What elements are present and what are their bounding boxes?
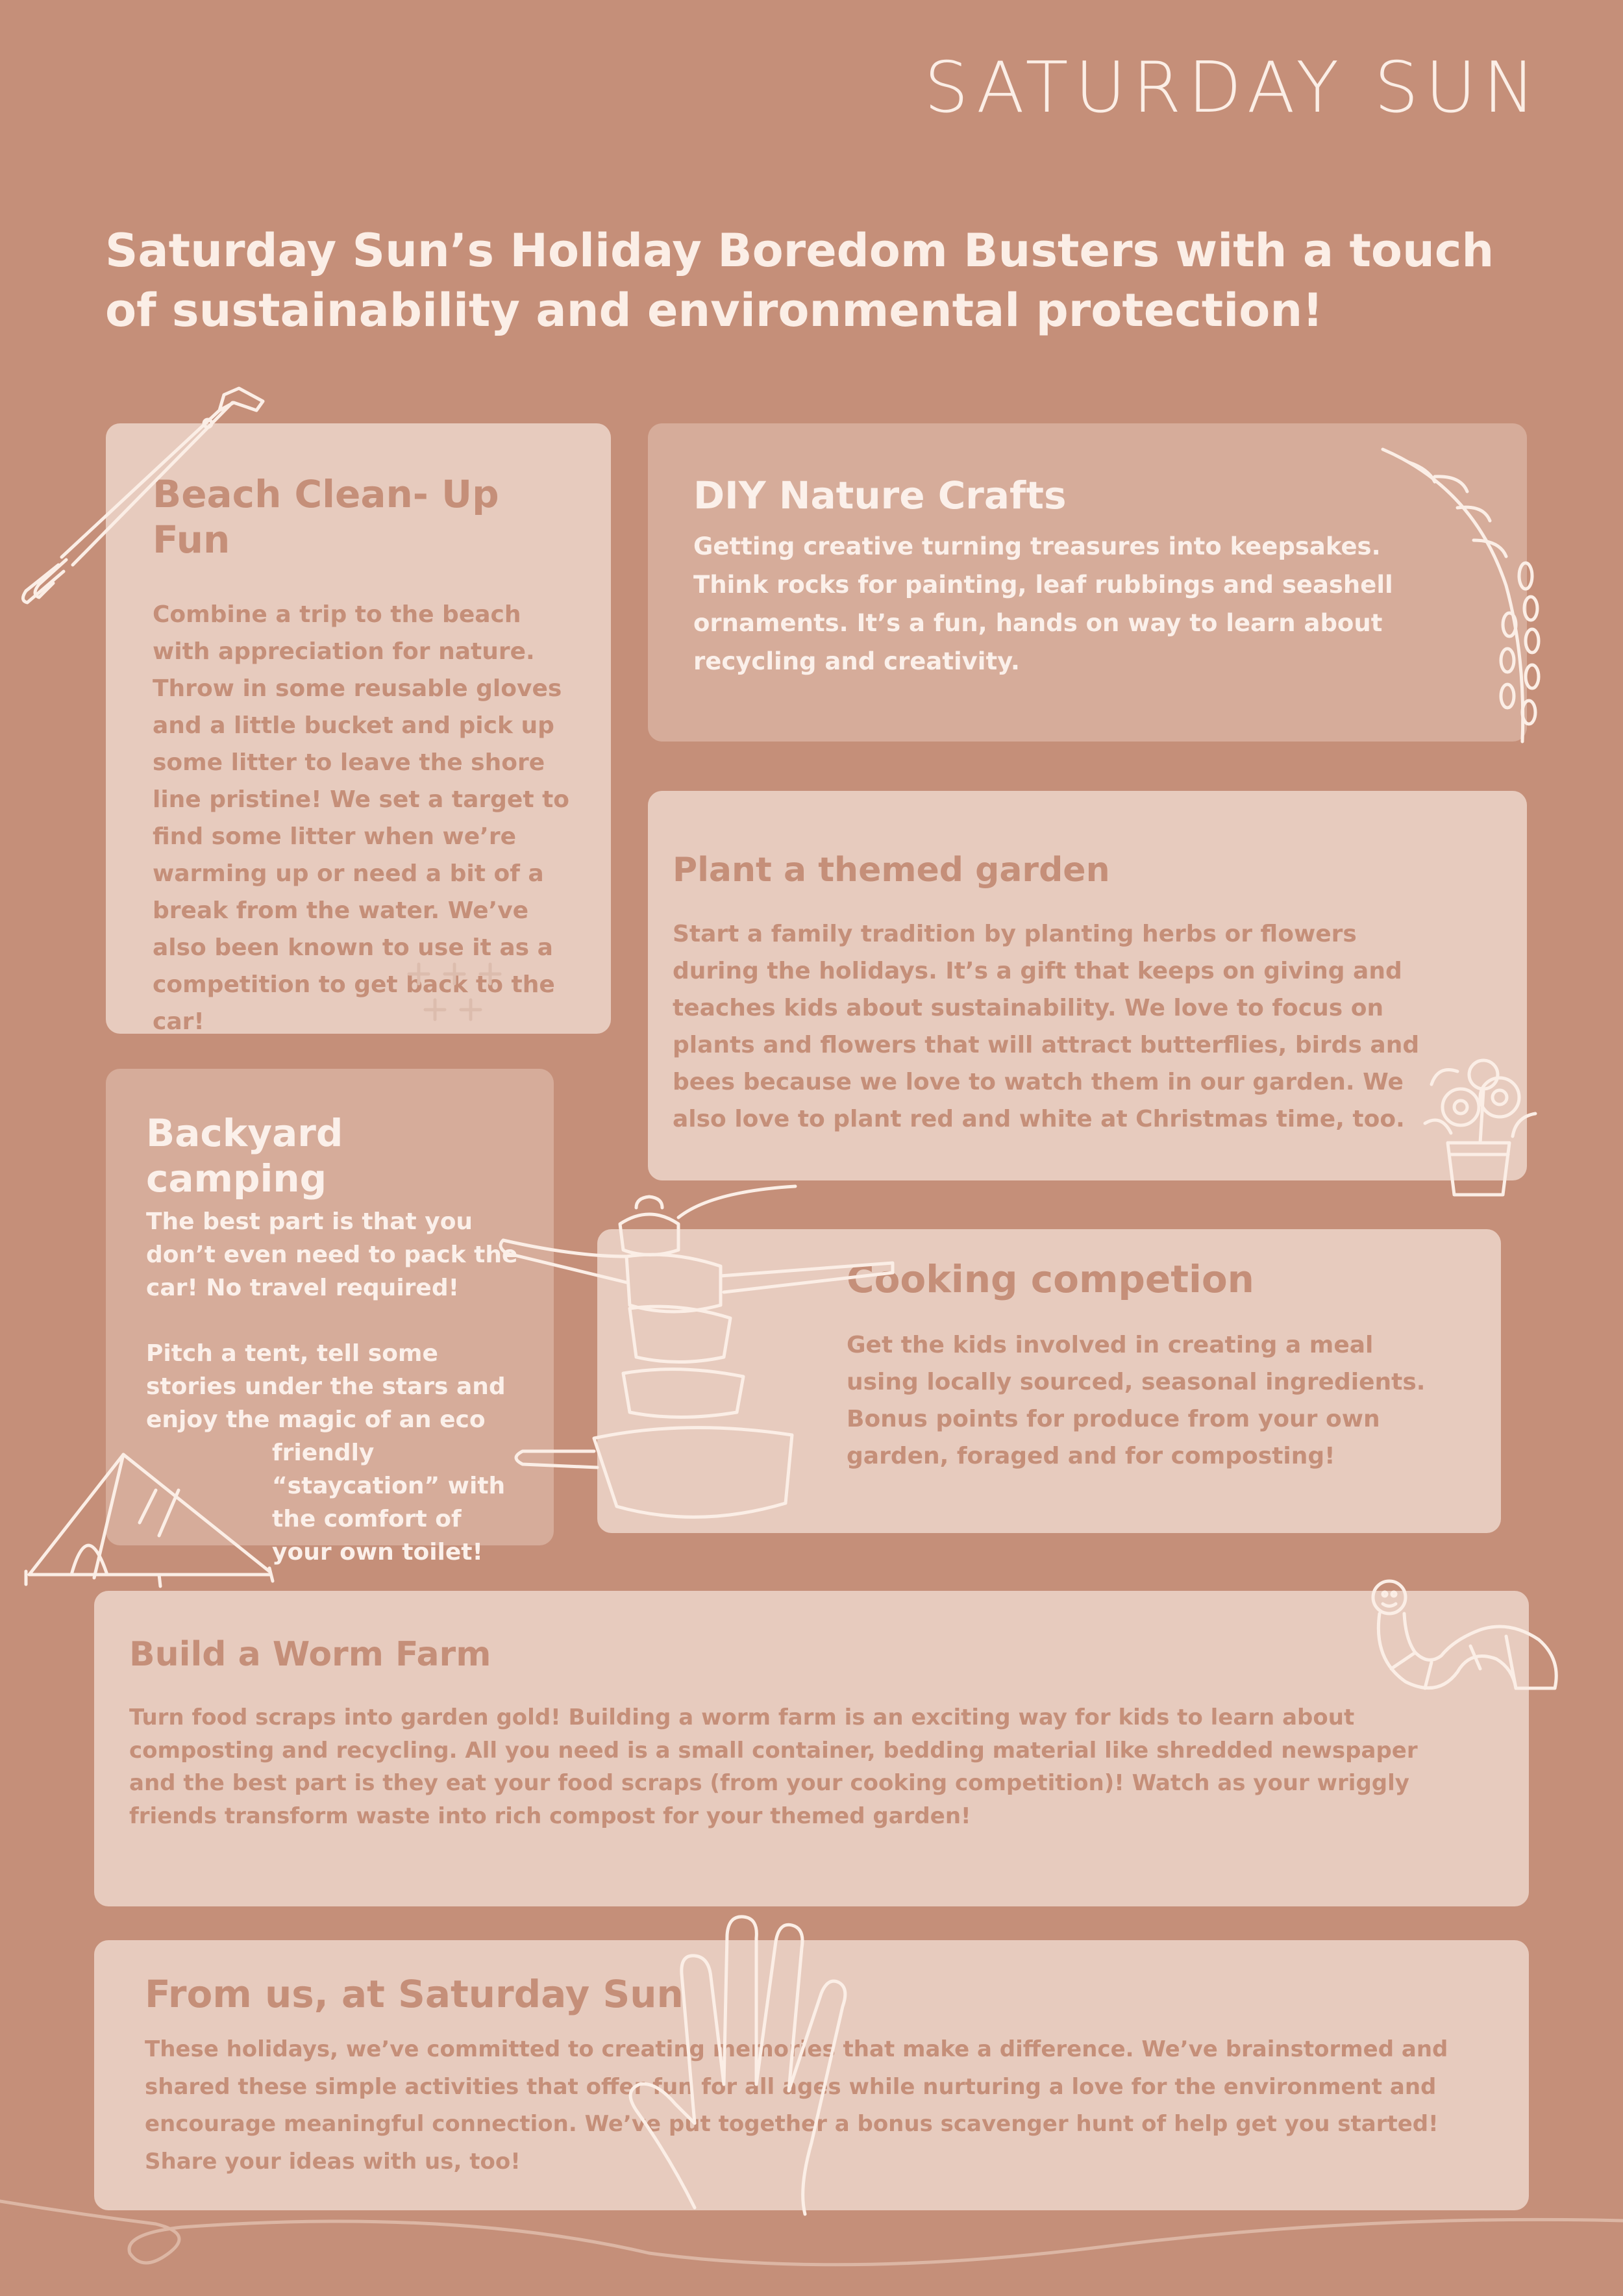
card-title: Cooking competion: [847, 1257, 1254, 1301]
card-title: Beach Clean- Up Fun: [153, 472, 499, 562]
card-body: Start a family tradition by planting herbs or flowers during the holidays. It’s a gift that keeps on giving and teaches kids about sustainability. We love to focus on plants and flowers that will attract butterflies, birds and bees because we love to watch them in our garden. We also love to plant red and white at Christmas time, too.: [673, 921, 1420, 1132]
card-diy-nature-crafts: [648, 423, 1527, 742]
page-headline: Saturday Sun’s Holiday Boredom Busters with a touch of sustainability and environmental protection!: [105, 224, 1494, 337]
card-title: Backyard camping: [146, 1111, 343, 1201]
card-body: Turn food scraps into garden gold! Building a worm farm is an exciting way for kids to learn about composting and recycling. All you need is a small container, bedding material like shredded newspaper and the best part is they eat your food scraps (from your cooking competition)! Watch as your wriggly friends transform waste into rich compost for your themed garden!: [129, 1704, 1418, 1829]
card-body: Getting creative turning treasures into keepsakes. Think rocks for painting, leaf rubbings and seashell ornaments. It’s a fun, hands on way to learn about recycling and creativity.: [693, 532, 1393, 675]
card-backyard-camping: [106, 1069, 554, 1566]
card-body: Get the kids involved in creating a meal using locally sourced, seasonal ingredients. Bonus points for produce from your own garden, foraged and for composting!: [847, 1332, 1426, 1469]
card-body: These holidays, we’ve committed to creating memories that make a difference. We’ve brainstormed and shared these simple activities that offer fun for all ages while nurturing a love for the environment and encourage meaningful connection. We’ve put together a bonus scavenger hunt of help get you started! Share your ideas with us, too!: [145, 2036, 1448, 2175]
card-title: Plant a themed garden: [673, 851, 1110, 890]
card-body: The best part is that you don’t even need to pack the car! No travel required!: [146, 1208, 518, 1301]
card-title: From us, at Saturday Sun: [145, 1972, 684, 2016]
card-beach-clean-up: [106, 423, 611, 1034]
card-title: Build a Worm Farm: [129, 1635, 491, 1674]
card-body: friendly “staycation” with the comfort of your own toilet!: [272, 1440, 506, 1566]
card-body: Pitch a tent, tell some stories under the stars and enjoy the magic of an eco: [146, 1340, 506, 1433]
card-from-us: [94, 1940, 1529, 2210]
card-worm-farm: [94, 1591, 1529, 1906]
card-body: Combine a trip to the beach with appreciation for nature. Throw in some reusable gloves and a little bucket and pick up some litter to leave the shore line pristine! We set a target to find some litter when we’re warming up or need a bit of a break from the water. We’ve also been known to use it as a competition to get back to the car!: [153, 601, 570, 1035]
card-cooking-competition: [597, 1229, 1501, 1533]
brand-logo: SATURDAY SUN: [924, 47, 1542, 129]
card-title: DIY Nature Crafts: [693, 473, 1067, 518]
card-themed-garden: [648, 791, 1527, 1180]
